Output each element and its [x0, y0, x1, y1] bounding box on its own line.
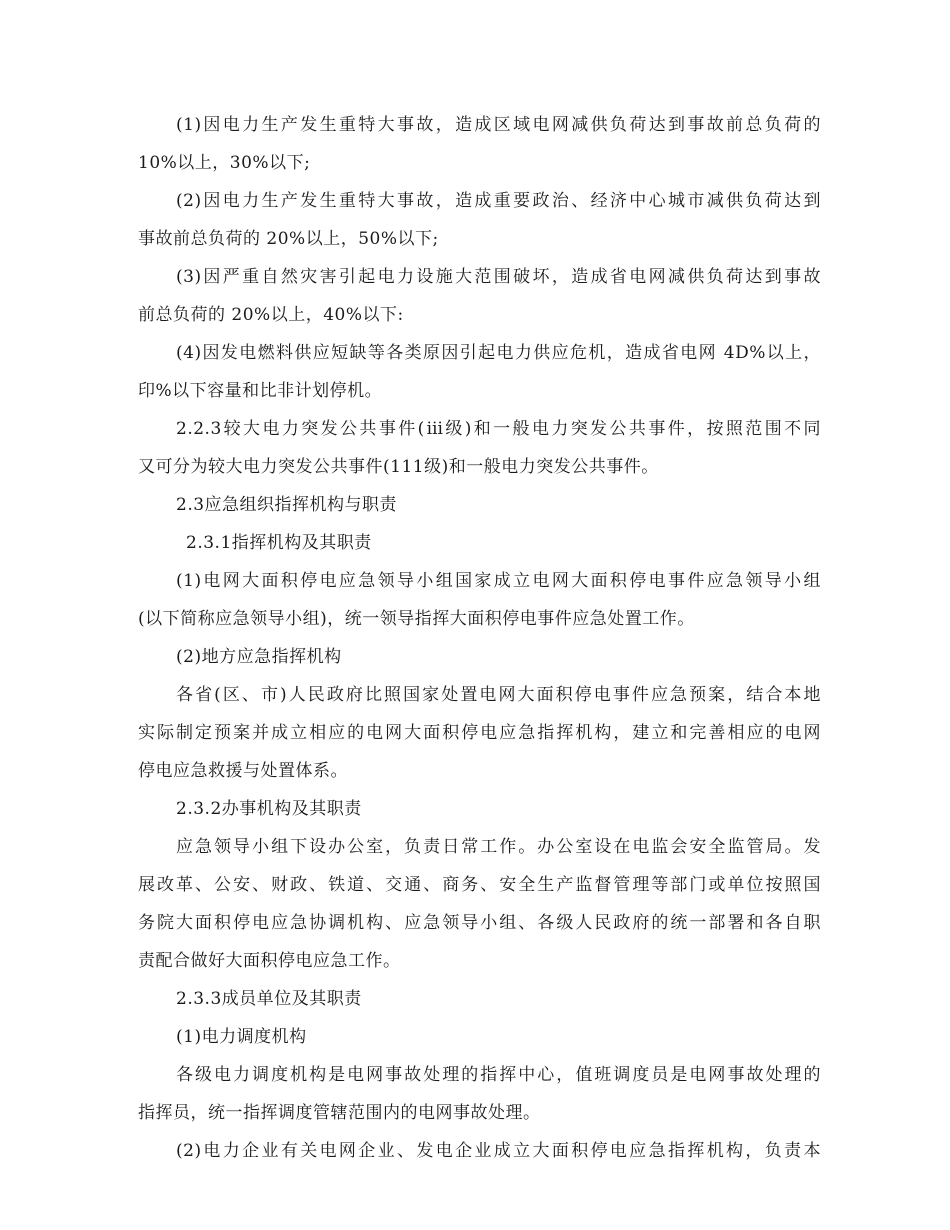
- paragraph-line: (1)电网大面积停电应急领导小组国家成立电网大面积停电事件应急领导小组: [176, 571, 821, 591]
- paragraph-line: 前总负荷的 20%以上，40%以下:: [138, 305, 404, 325]
- paragraph-line: 展改革、公安、财政、铁道、交通、商务、安全生产监督管理等部门或单位按照国: [138, 875, 821, 895]
- paragraph-line: (1)因电力生产发生重特大事故，造成区域电网减供负荷达到事故前总负荷的: [176, 115, 821, 135]
- paragraph-line: (2)地方应急指挥机构: [176, 647, 342, 667]
- paragraph-line: (2)电力企业有关电网企业、发电企业成立大面积停电应急指挥机构，负责本: [176, 1141, 821, 1161]
- paragraph-line: 实际制定预案并成立相应的电网大面积停电应急指挥机构，建立和完善相应的电网: [138, 723, 821, 743]
- paragraph-line: 印%以下容量和比非计划停机。: [138, 381, 383, 401]
- paragraph-line: (3)因严重自然灾害引起电力设施大范围破坏，造成省电网减供负荷达到事故: [176, 267, 821, 287]
- paragraph-line: 事故前总负荷的 20%以上，50%以下;: [138, 229, 439, 249]
- paragraph-line: 2.2.3较大电力突发公共事件(ⅲ级)和一般电力突发公共事件，按照范围不同: [176, 419, 821, 439]
- paragraph-line: (1)电力调度机构: [176, 1027, 307, 1047]
- paragraph-line: 停电应急救援与处置体系。: [138, 761, 348, 781]
- paragraph-line: 应急领导小组下设办公室，负责日常工作。办公室设在电监会安全监管局。发: [176, 837, 821, 857]
- paragraph-line: 责配合做好大面积停电应急工作。: [138, 951, 401, 971]
- paragraph-line: 务院大面积停电应急协调机构、应急领导小组、各级人民政府的统一部署和各自职: [138, 913, 821, 933]
- paragraph-line: 各省(区、市)人民政府比照国家处置电网大面积停电事件应急预案，结合本地: [176, 685, 821, 705]
- section-heading: 2.3应急组织指挥机构与职责: [176, 495, 398, 515]
- paragraph-line: (以下简称应急领导小组)，统一领导指挥大面积停电事件应急处置工作。: [138, 609, 695, 629]
- paragraph-line: 10%以上，30%以下;: [138, 153, 311, 173]
- paragraph-line: (2)因电力生产发生重特大事故，造成重要政治、经济中心城市减供负荷达到: [176, 191, 821, 211]
- subsection-heading: 2.3.1指挥机构及其职责: [186, 533, 372, 553]
- subsection-heading: 2.3.3成员单位及其职责: [176, 989, 362, 1009]
- subsection-heading: 2.3.2办事机构及其职责: [176, 799, 362, 819]
- paragraph-line: 各级电力调度机构是电网事故处理的指挥中心，值班调度员是电网事故处理的: [176, 1065, 821, 1085]
- paragraph-line: 指挥员，统一指挥调度管辖范围内的电网事故处理。: [138, 1103, 541, 1123]
- paragraph-line: (4)因发电燃料供应短缺等各类原因引起电力供应危机，造成省电网 4D%以上，: [176, 343, 821, 363]
- paragraph-line: 又可分为较大电力突发公共事件(111级)和一般电力突发公共事件。: [138, 457, 659, 477]
